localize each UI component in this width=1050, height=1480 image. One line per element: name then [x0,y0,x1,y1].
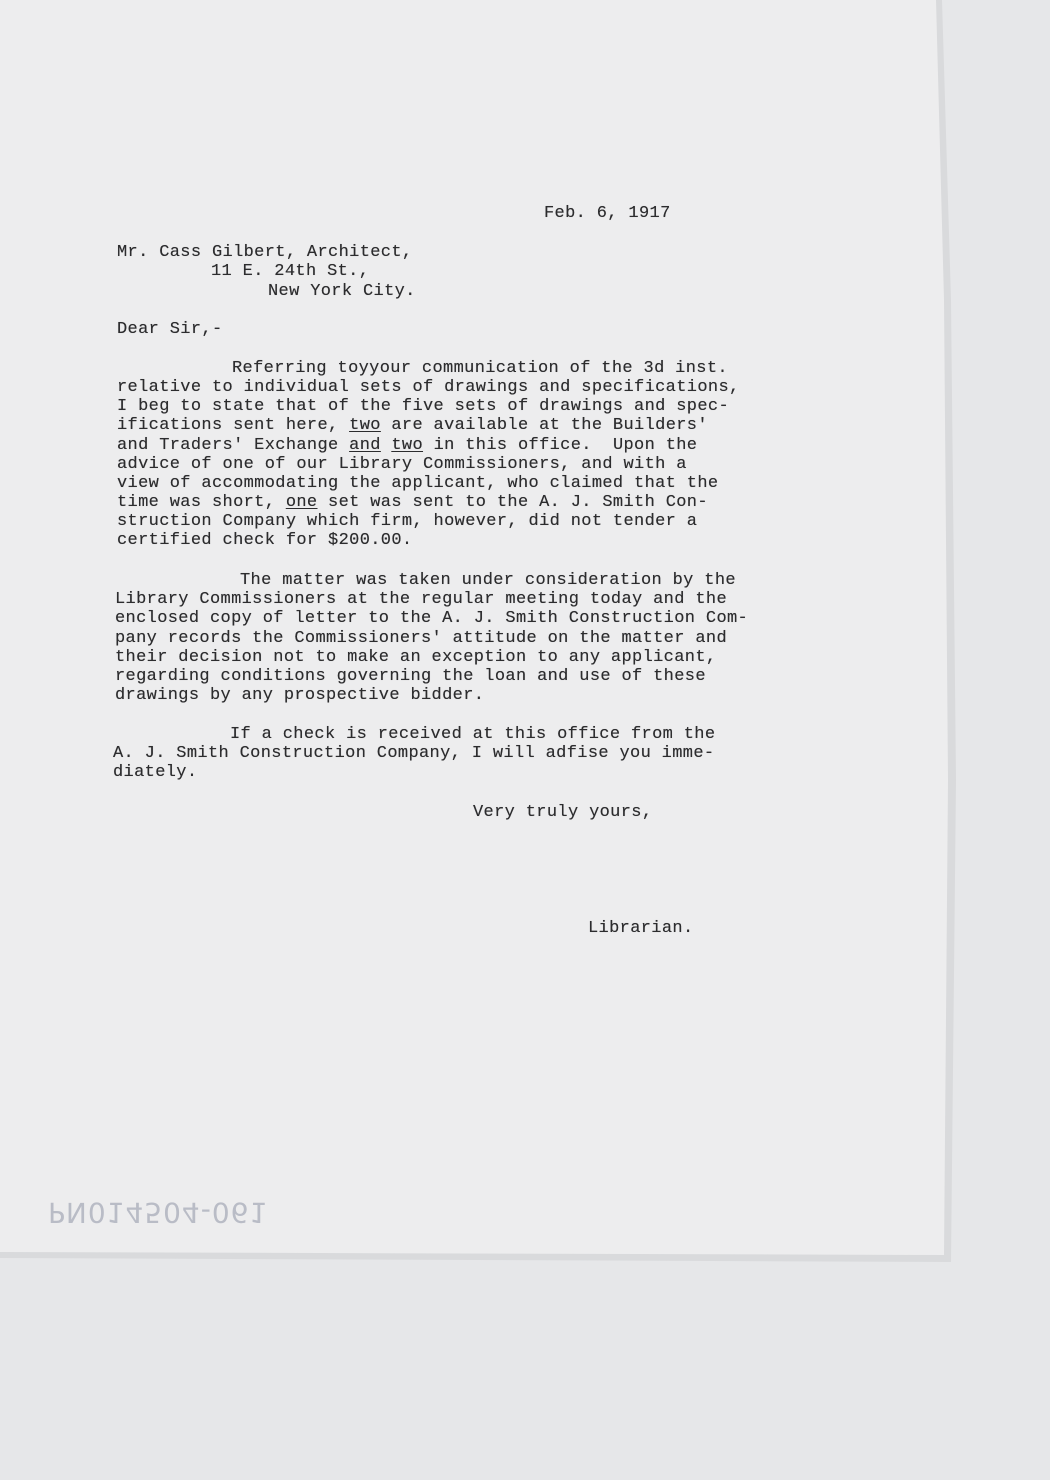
underlined-word: two [349,416,381,435]
p1-line [117,436,697,455]
addressee-city: New York City. [268,282,416,301]
p3-line: A. J. Smith Construction Company, I will adfise you imme- [113,744,715,763]
p1-line [117,493,708,512]
p3-line: If a check is received at this office from the [230,725,716,744]
p1-line: relative to individual sets of drawings and specifications, [117,378,740,397]
p1-line: advice of one of our Library Commissioners, and with a [117,455,687,474]
salutation: Dear Sir,- [117,320,223,339]
p1-line: certified check for $200.00. [117,531,413,550]
text-run: are available at the Builders' [380,416,708,435]
addressee-name: Mr. Cass Gilbert, Architect, [117,243,413,262]
closing: Very truly yours, [473,803,653,822]
p1-line [117,416,708,435]
underlined-word: one [285,493,318,512]
p1-line: struction Company which firm, however, did not tender a [117,512,698,531]
signature: Librarian. [588,919,694,938]
p2-line: enclosed copy of letter to the A. J. Smith Construction Com- [115,609,749,628]
text-run: and Traders' Exchange [117,436,350,455]
addressee-street: 11 E. 24th St., [211,262,370,281]
archive-stamp [48,1196,268,1229]
p2-line: Library Commissioners at the regular meeting today and the [115,590,727,609]
p2-line: The matter was taken under consideration by the [240,571,736,590]
underlined-word: and [349,436,381,455]
archive-stamp-text: PN014504-061 [48,1196,269,1229]
text-run: time was short, [117,493,286,512]
p1-line: I beg to state that of the five sets of drawings and spec- [117,397,729,416]
underlined-word: two [391,436,424,455]
p2-line: drawings by any prospective bidder. [115,686,485,705]
p1-line: Referring toyyour communication of the 3d inst. [232,359,728,378]
text-run [381,436,392,455]
text-run: in this office. Upon the [423,436,698,455]
text-run: ifications sent here, [117,416,350,435]
p2-line: their decision not to make an exception to any applicant, [115,648,717,667]
letter-date: Feb. 6, 1917 [544,204,671,223]
text-run: set was sent to the A. J. Smith Con- [317,493,708,512]
p1-line: view of accommodating the applicant, who claimed that the [117,474,719,493]
p2-line: pany records the Commissioners' attitude on the matter and [115,629,727,648]
p3-line: diately. [113,763,198,782]
p2-line: regarding conditions governing the loan and use of these [115,667,706,686]
